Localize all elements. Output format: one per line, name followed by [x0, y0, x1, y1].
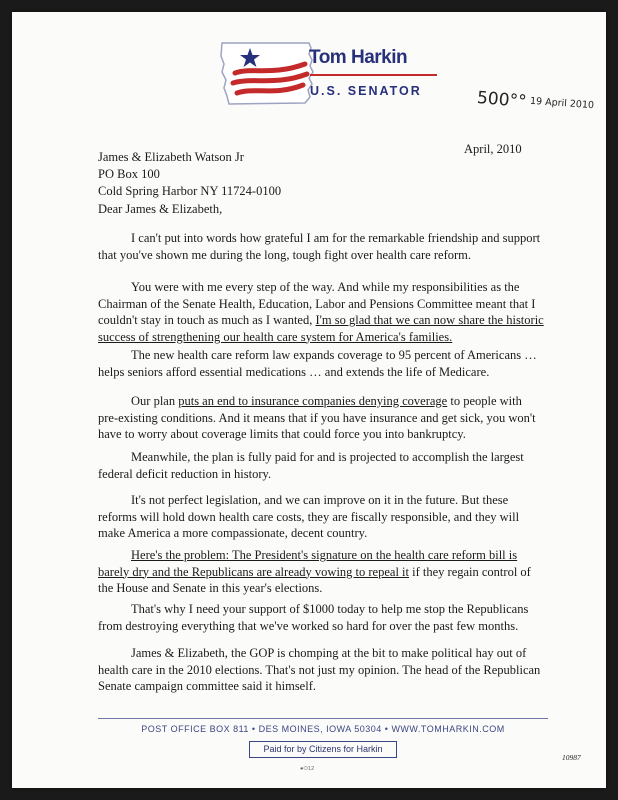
address-line: Cold Spring Harbor NY 11724-0100: [98, 184, 282, 198]
union-bug-icon: ●⬭: [300, 766, 309, 772]
handwritten-date: 19 April 2010: [529, 95, 595, 112]
underlined-text: I'm so glad that we can now share the historic success of strengthening our health care system for America's families.: [98, 313, 544, 344]
address-line: James & Elizabeth Watson Jr: [98, 150, 244, 164]
underlined-text: puts an end to insurance companies denying coverage: [178, 394, 448, 408]
logo-divider: [310, 74, 437, 76]
letter-date: April, 2010: [464, 142, 522, 156]
footer-divider: [98, 718, 548, 719]
paragraph-1: I can't put into words how grateful I am for the remarkable friendship and support that you've shown me during the long, tough fight over health care reform.: [98, 231, 541, 262]
paragraph-5: Meanwhile, the plan is fully paid for and is projected to accomplish the largest federal deficit reduction in history.: [98, 450, 524, 481]
paragraph-2: You were with me every step of the way. And while my responsibilities as the Chairman of the Senate Health, Education, Labor and Pensions Committee meant that I couldn't stay in touch as much as I wanted, I'm so glad that we can now share the historic success of strengthening our health care system for America's families.: [98, 280, 544, 344]
senator-name: Tom Harkin: [309, 47, 408, 68]
paragraph-3: The new health care reform law expands coverage to 95 percent of Americans … helps seniors afford essential medications … and extends the life of Medicare.: [98, 348, 537, 379]
salutation: Dear James & Elizabeth,: [98, 202, 223, 216]
letter-page: [12, 12, 606, 788]
paragraph-6: It's not perfect legislation, and we can improve on it in the future. But these reforms will hold down health care costs, they are fiscally responsible, and they will make America a more compassionate, decent country.: [98, 493, 520, 540]
footer-address: POST OFFICE BOX 811 • DES MOINES, IOWA 50304 • WWW.TOMHARKIN.COM: [141, 724, 505, 734]
paragraph-9: James & Elizabeth, the GOP is chomping at the bit to make political hay out of health care in the 2010 elections. That's not just my opinion. The head of the Republican Senate campaign committee said it himself.: [98, 646, 541, 693]
handwritten-amount: 500°°: [476, 87, 528, 113]
paid-for-box: Paid for by Citizens for Harkin: [249, 741, 397, 758]
underlined-text: Here's the problem: The President's signature on the health care reform bill is barely dry and the Republicans are already vowing to repeal it: [98, 548, 518, 579]
senator-title: U.S. SENATOR: [310, 84, 422, 98]
paragraph-4: Our plan puts an end to insurance companies denying coverage to people with pre-existing conditions. And it means that if you have insurance and get sick, you won't have to worry about coverage limits that could force you into bankruptcy.: [98, 394, 536, 441]
document-code: 10987: [562, 753, 581, 762]
union-bug: ●⬭12: [300, 766, 315, 772]
recipient-address: [98, 149, 281, 200]
paragraph-7: Here's the problem: The President's signature on the health care reform bill is barely dry and the Republicans are already vowing to repeal it if they regain control of the House and Senate in this year's elections.: [98, 548, 531, 595]
address-line: PO Box 100: [98, 167, 160, 181]
paragraph-8: That's why I need your support of $1000 today to help me stop the Republicans from destroying everything that we've worked so hard for over the past few months.: [98, 602, 529, 633]
